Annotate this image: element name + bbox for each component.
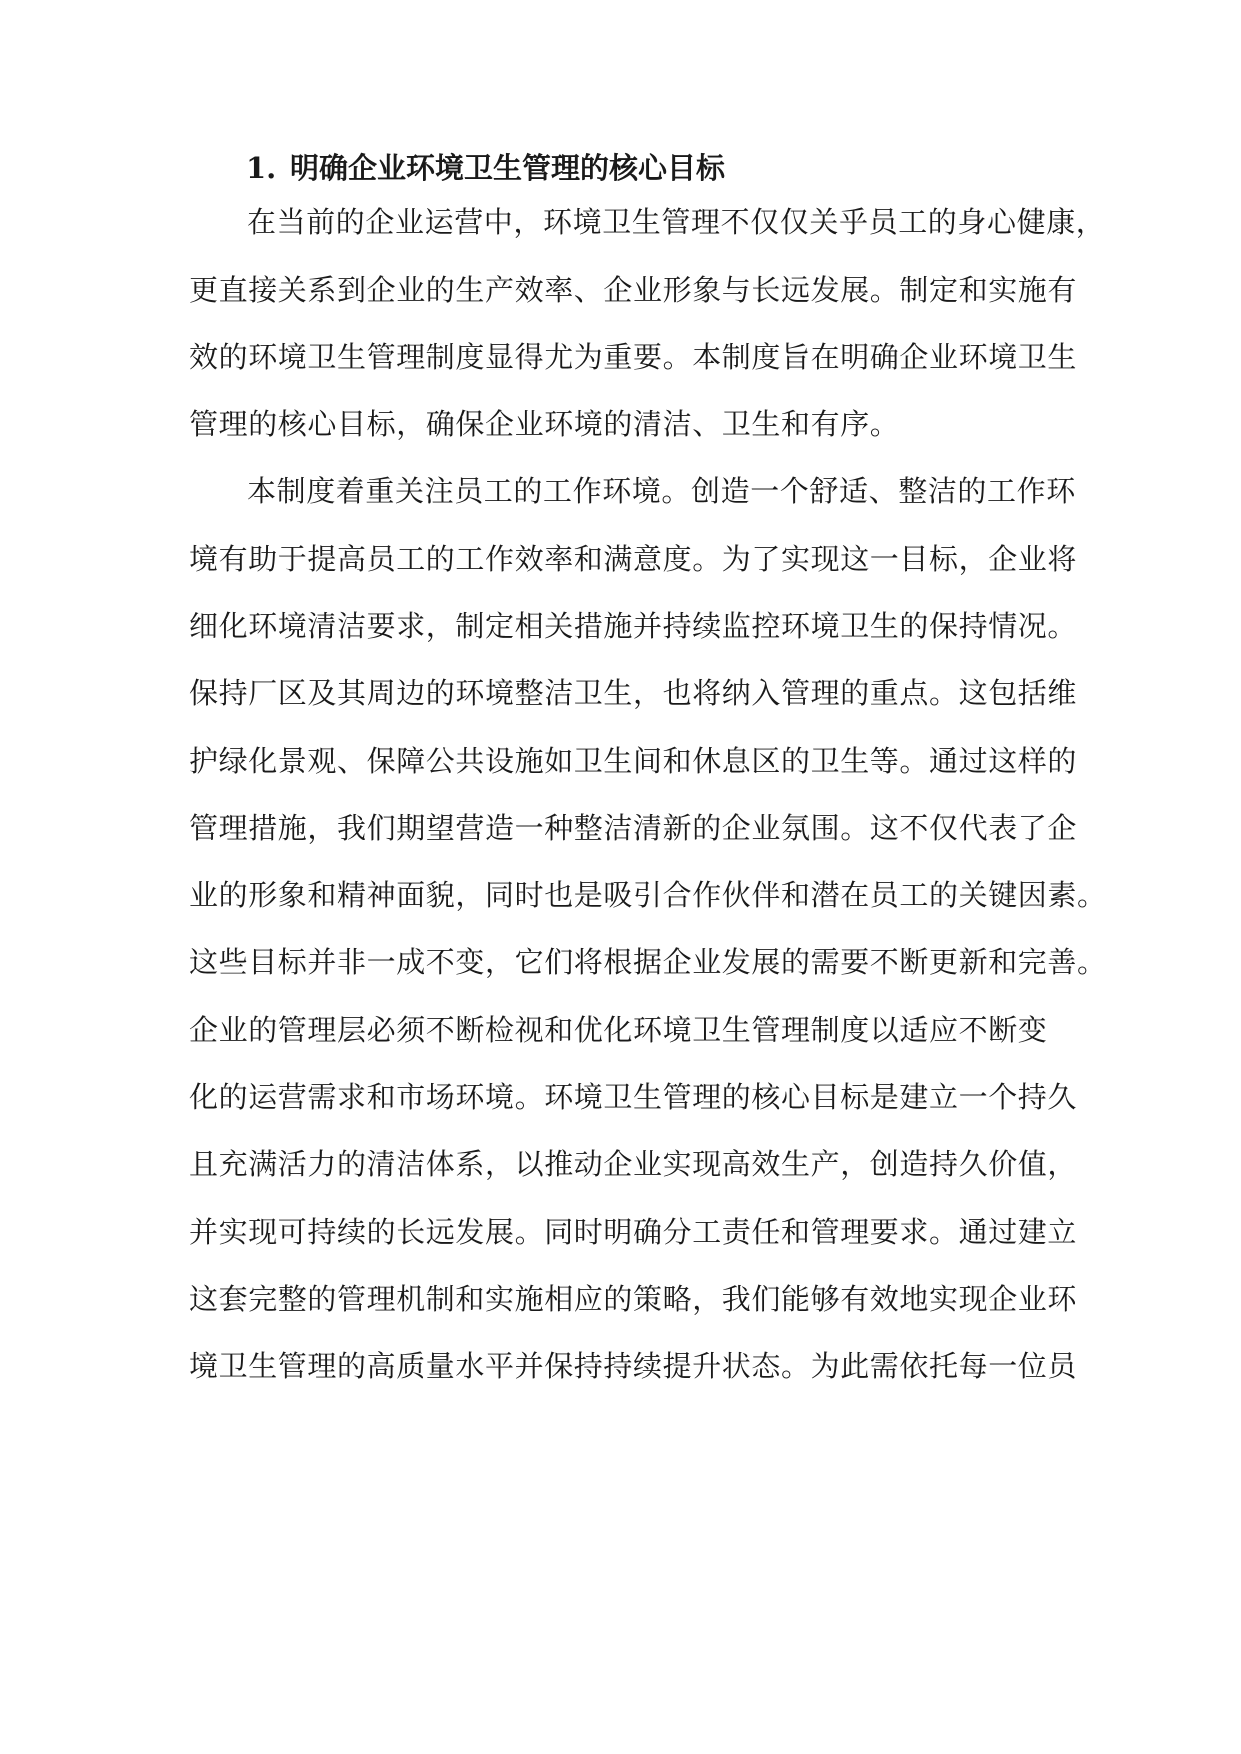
paragraph-line: 管理的核心目标，确保企业环境的清洁、卫生和有序。	[189, 407, 900, 441]
paragraph-line: 业的形象和精神面貌，同时也是吸引合作伙伴和潜在员工的关键因素。	[189, 878, 1107, 912]
paragraph-line: 境有助于提高员工的工作效率和满意度。为了实现这一目标，企业将	[189, 542, 1078, 576]
paragraph-line: 且充满活力的清洁体系，以推动企业实现高效生产，创造持久价值，	[189, 1147, 1078, 1181]
section-number: 1.	[246, 151, 277, 185]
paragraph-line: 细化环境清洁要求，制定相关措施并持续监控环境卫生的保持情况。	[189, 609, 1078, 643]
paragraph-line: 在当前的企业运营中，环境卫生管理不仅仅关乎员工的身心健康，	[247, 205, 1106, 239]
paragraph-line: 境卫生管理的高质量水平并保持持续提升状态。为此需依托每一位员	[189, 1349, 1078, 1383]
paragraph-line: 化的运营需求和市场环境。环境卫生管理的核心目标是建立一个持久	[189, 1080, 1078, 1114]
paragraph-line: 本制度着重关注员工的工作环境。创造一个舒适、整洁的工作环	[247, 474, 1076, 508]
paragraph-line: 企业的管理层必须不断检视和优化环境卫生管理制度以适应不断变	[189, 1013, 1048, 1047]
paragraph-line: 并实现可持续的长远发展。同时明确分工责任和管理要求。通过建立	[189, 1215, 1078, 1249]
paragraph-line: 更直接关系到企业的生产效率、企业形象与长远发展。制定和实施有	[189, 273, 1078, 307]
paragraph-line: 这套完整的管理机制和实施相应的策略，我们能够有效地实现企业环	[189, 1282, 1078, 1316]
paragraph-line: 保持厂区及其周边的环境整洁卫生，也将纳入管理的重点。这包括维	[189, 676, 1078, 710]
section-heading	[246, 148, 725, 188]
section-title: 明确企业环境卫生管理的核心目标	[290, 151, 726, 185]
paragraph-line: 效的环境卫生管理制度显得尤为重要。本制度旨在明确企业环境卫生	[189, 340, 1078, 374]
paragraph-line: 这些目标并非一成不变，它们将根据企业发展的需要不断更新和完善。	[189, 945, 1107, 979]
paragraph-line: 护绿化景观、保障公共设施如卫生间和休息区的卫生等。通过这样的	[189, 744, 1078, 778]
paragraph-line: 管理措施，我们期望营造一种整洁清新的企业氛围。这不仅代表了企	[189, 811, 1078, 845]
